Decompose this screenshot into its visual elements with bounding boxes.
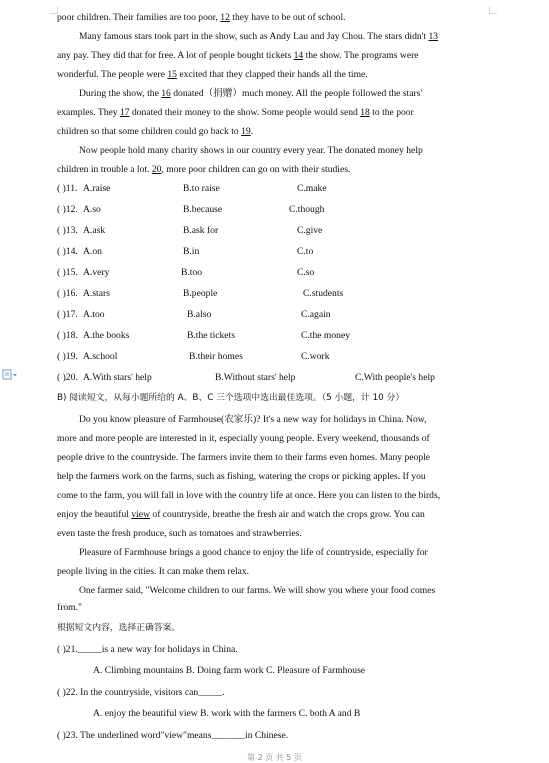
option-c: C.though bbox=[289, 204, 325, 215]
question-number: ( )14. bbox=[57, 246, 78, 257]
option-c: C.so bbox=[297, 267, 315, 278]
option-row bbox=[57, 350, 497, 364]
option-b: B.because bbox=[183, 204, 223, 215]
passage-b-line: even taste the fresh produce, such as tomatoes and strawberries. bbox=[57, 528, 302, 539]
crop-mark-icon bbox=[489, 6, 497, 14]
option-row bbox=[57, 266, 497, 280]
option-a: A.ask bbox=[83, 225, 106, 236]
passage-a-line: Many famous stars took part in the show, such as Andy Lau and Jay Chou. The stars didn't 13 bbox=[79, 31, 439, 42]
passage-b-line: more and more people are interested in it, especially young people. Every weekend, thousands of bbox=[57, 433, 430, 444]
option-b: B.the tickets bbox=[187, 330, 235, 341]
passage-a-line: Now people hold many charity shows in our country every year. The donated money help bbox=[79, 145, 423, 156]
option-b: B.to raise bbox=[183, 183, 220, 194]
option-a: A.stars bbox=[83, 288, 110, 299]
question-number: ( )15. bbox=[57, 267, 78, 278]
question-number: ( )13. bbox=[57, 225, 78, 236]
option-b: B.their homes bbox=[189, 351, 243, 362]
question-number: ( )11. bbox=[57, 183, 78, 194]
passage-b-line: Pleasure of Farmhouse brings a good chance to enjoy the life of countryside, especially for bbox=[79, 547, 428, 558]
option-row bbox=[57, 308, 497, 322]
passage-a-line: wonderful. The people were 15 excited that they clapped their hands all the time. bbox=[57, 69, 368, 80]
option-a: A.very bbox=[83, 267, 110, 278]
option-row bbox=[57, 371, 497, 385]
question-line: ( )23. The underlined word"view"means_______in Chinese. bbox=[57, 730, 289, 741]
option-c: C.students bbox=[303, 288, 344, 299]
passage-a-line: children so that some children could go back to 19. bbox=[57, 126, 254, 137]
option-row bbox=[57, 182, 497, 196]
question-number: ( )12. bbox=[57, 204, 78, 215]
option-c: C.With people's help bbox=[355, 372, 435, 383]
passage-b-line: enjoy the beautiful view of countryside, breathe the fresh air and watch the crops grow. You can bbox=[57, 509, 425, 520]
passage-a-line: poor children. Their families are too poor, 12 they have to be out of school. bbox=[57, 12, 346, 23]
option-c: C.work bbox=[301, 351, 330, 362]
instruction-text: 根据短文内容，选择正确答案。 bbox=[57, 623, 181, 633]
question-number: ( )20. bbox=[57, 372, 78, 383]
option-a: A.the books bbox=[83, 330, 130, 341]
option-b: B.ask for bbox=[183, 225, 219, 236]
passage-b-line: people drive to the countryside. The farmers invite them to their farms even homes. Many people bbox=[57, 452, 431, 463]
option-b: B.people bbox=[183, 288, 218, 299]
passage-b-line: come to the farm, you will fall in love with the country life at once. Here you can listen to the birds, bbox=[57, 490, 441, 501]
option-c: C.again bbox=[301, 309, 331, 320]
question-number: ( )18. bbox=[57, 330, 78, 341]
passage-b-line: One farmer said, "Welcome children to our farms. We will show you where your food comes bbox=[79, 585, 436, 596]
question-options: A. enjoy the beautiful view B. work with the farmers C. both A and B bbox=[93, 708, 361, 719]
option-a: A.school bbox=[83, 351, 118, 362]
option-c: C.give bbox=[297, 225, 323, 236]
option-c: C.make bbox=[297, 183, 327, 194]
option-b: B.also bbox=[187, 309, 212, 320]
passage-a-line: children in trouble a lot. 20, more poor children can go on with their studies. bbox=[57, 164, 351, 175]
section-b-heading: B) 阅读短文，从每小题所给的 A、B、C 三个选项中选出最佳选项。（5 小题，计 10 分） bbox=[57, 393, 405, 403]
question-line: ( )21._____is a new way for holidays in China. bbox=[57, 644, 238, 655]
passage-b-line: help the farmers work on the farms, such as fishing, watering the crops or picking apples. If you bbox=[57, 471, 426, 482]
passage-a-line: examples. They 17 donated their money to the show. Some people would send 18 to the poor bbox=[57, 107, 414, 118]
paragraph-handle-icon[interactable] bbox=[2, 369, 18, 381]
option-row bbox=[57, 329, 497, 343]
underlined-word: view bbox=[131, 509, 150, 520]
option-a: A.With stars' help bbox=[83, 372, 152, 383]
question-number: ( )16. bbox=[57, 288, 78, 299]
option-c: C.the money bbox=[301, 330, 351, 341]
option-a: A.on bbox=[83, 246, 102, 257]
question-number: ( )19. bbox=[57, 351, 78, 362]
option-c: C.to bbox=[297, 246, 314, 257]
option-row bbox=[57, 203, 497, 217]
passage-b-line: people living in the cities. It can make them relax. bbox=[57, 566, 250, 577]
option-a: A.raise bbox=[83, 183, 111, 194]
question-number: ( )17. bbox=[57, 309, 78, 320]
page-footer: 第 2 页 共 5 页 bbox=[247, 753, 302, 762]
passage-b-line: Do you know pleasure of Farmhouse(农家乐)? It's a new way for holidays in China. Now, bbox=[79, 414, 427, 425]
option-row bbox=[57, 245, 497, 259]
option-a: A.so bbox=[83, 204, 101, 215]
option-b: B.too bbox=[181, 267, 203, 278]
passage-b-line: from." bbox=[57, 602, 82, 613]
passage-a-line: During the show, the 16 donated（捐赠）much money. All the people followed the stars' bbox=[79, 88, 423, 99]
question-line: ( )22. In the countryside, visitors can_____. bbox=[57, 687, 225, 698]
option-a: A.too bbox=[83, 309, 105, 320]
question-options: A. Climbing mountains B. Doing farm work C. Pleasure of Farmhouse bbox=[93, 665, 366, 676]
passage-a-line: any pay. They did that for free. A lot of people bought tickets 14 the show. The programs were bbox=[57, 50, 419, 61]
option-row bbox=[57, 224, 497, 238]
option-b: B.Without stars' help bbox=[215, 372, 296, 383]
option-row bbox=[57, 287, 497, 301]
option-b: B.in bbox=[183, 246, 200, 257]
